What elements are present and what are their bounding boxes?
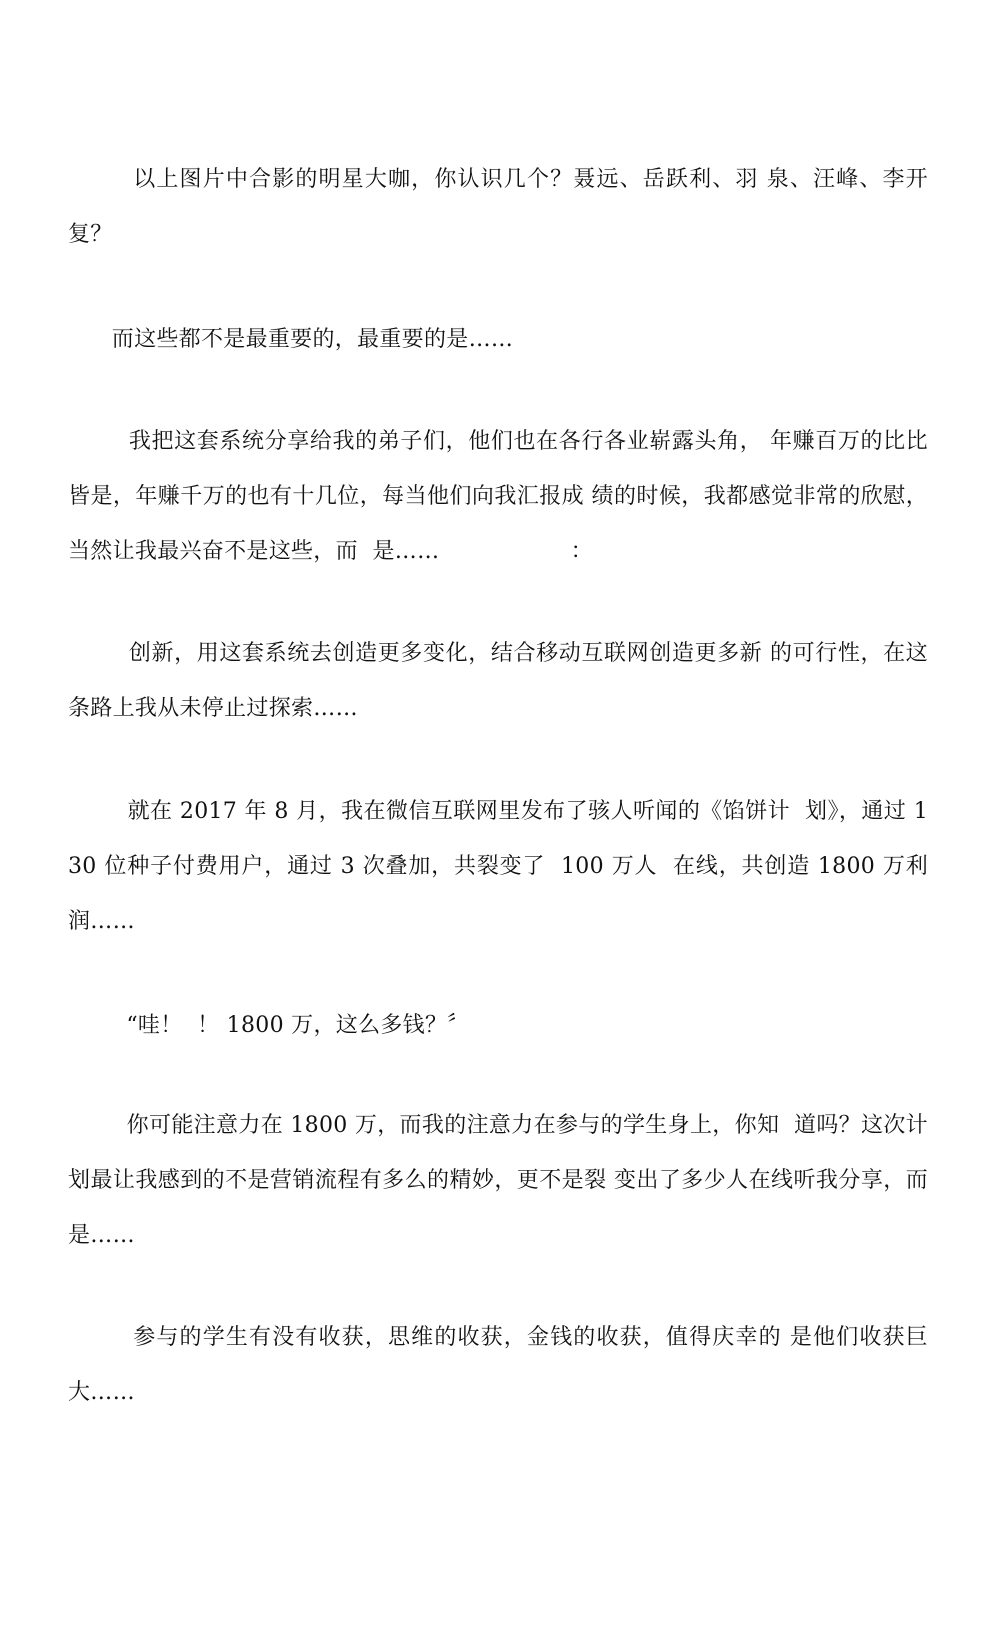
paragraph-3: 我把这套系统分享给我的弟子们，他们也在各行各业崭露头角， 年赚百万的比比皆是，年赚千万的也有十几位，每当他们向我汇报成 绩的时候，我都感觉非常的欣慰，当然让我最兴奋不是这些，而 是…… ： (68, 429, 928, 564)
paragraph-4: 创新，用这套系统去创造更多变化，结合移动互联网创造更多新 的可行性，在这条路上我从未停止过探索…… (68, 641, 928, 721)
paragraph-5: 就在 2017 年 8 月，我在微信互联网里发布了骇人听闻的《馅饼计 划》，通过 130 位种子付费用户，通过 3 次叠加，共裂变了 100 万人 在线，共创造 1800 万利润…… (68, 799, 928, 934)
paragraph-6: “哇！ ！ 1800 万，这么多钱？〞 (68, 1013, 470, 1038)
paragraph-7: 你可能注意力在 1800 万，而我的注意力在参与的学生身上，你知 道吗？这次计划最让我感到的不是营销流程有多么的精妙，更不是裂 变出了多少人在线听我分享，而是…… (68, 1113, 928, 1248)
paragraph-2: 而这些都不是最重要的，最重要的是…… (68, 327, 514, 352)
paragraph-1: 以上图片中合影的明星大咖，你认识几个？聂远、岳跃利、羽 泉、汪峰、李开复？ (68, 167, 928, 247)
paragraph-8: 参与的学生有没有收获，思维的收获，金钱的收获，值得庆幸的 是他们收获巨大…… (68, 1325, 928, 1405)
